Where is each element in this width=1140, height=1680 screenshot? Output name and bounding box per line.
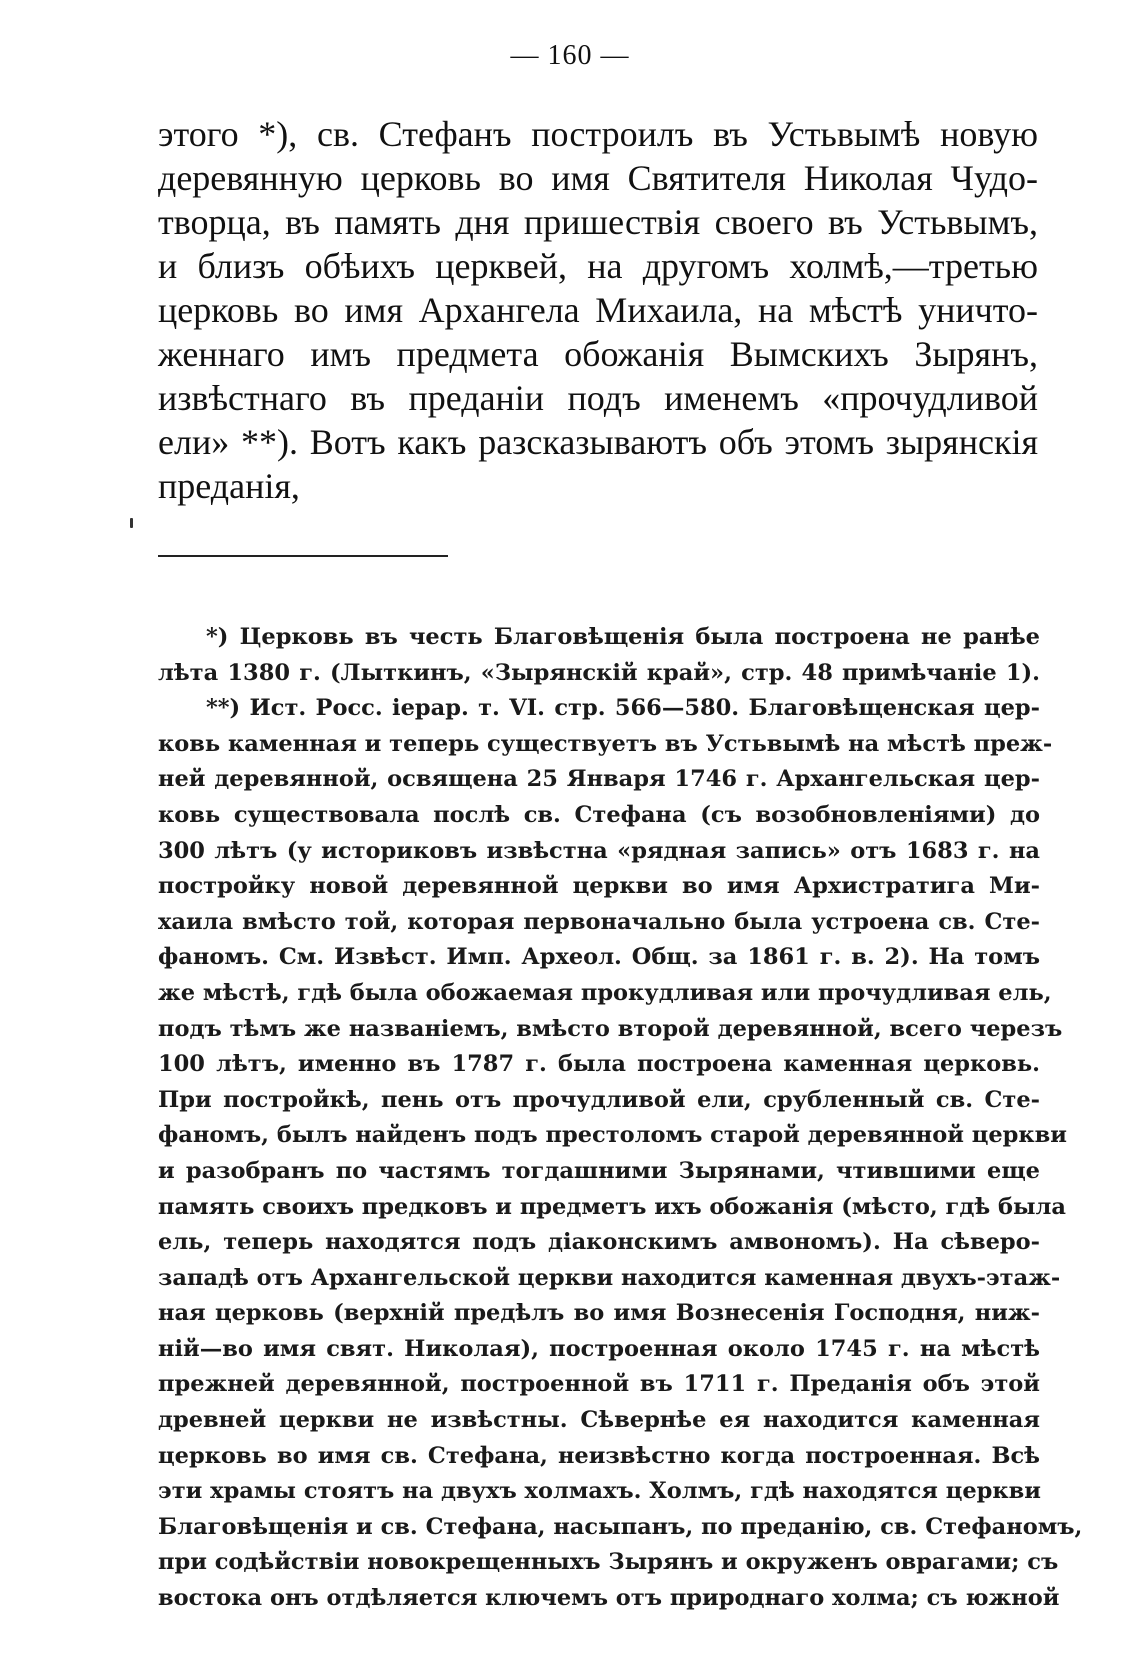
footnote-line: *) Церковь въ честь Благовѣщенія была построена не ранѣе	[206, 624, 1040, 650]
footnote-line: и разобранъ по частямъ тогдашними Зырянами, чтившими еще	[158, 1157, 1040, 1184]
footnote-line: фаномъ. См. Извѣст. Имп. Археол. Общ. за 1861 г. в. 2). На томъ	[158, 944, 1040, 971]
footnote-line: древней церкви не извѣстны. Сѣвернѣе ея находится каменная	[158, 1407, 1040, 1434]
footnote-line: эти храмы стоятъ на двухъ холмахъ. Холмъ, гдѣ находятся церкви	[158, 1478, 1041, 1505]
footnotes-block	[158, 620, 1083, 1617]
footnote-line: лѣта 1380 г. (Лыткинъ, «Зырянскій край», стр. 48 примѣчаніе 1).	[158, 659, 1040, 686]
footnote-line: ней деревянной, освящена 25 Января 1746 г. Архангельская цер-	[158, 766, 1040, 793]
main-text-line: деревянную церковь во имя Святителя Николая Чудо-	[158, 158, 1038, 198]
footnote-line: фаномъ, былъ найденъ подъ престоломъ старой деревянной церкви	[158, 1122, 1067, 1149]
footnote-line: подъ тѣмъ же названіемъ, вмѣсто второй деревянной, всего черезъ	[158, 1015, 1063, 1042]
footnote-line: прежней деревянной, построенной въ 1711 г. Преданія объ этой	[158, 1371, 1040, 1398]
footnote-line: церковь во имя св. Стефана, неизвѣстно когда построенная. Всѣ	[158, 1442, 1040, 1469]
main-text-line: и близъ обѣихъ церквей, на другомъ холмѣ,—третью	[158, 246, 1038, 286]
footnote-line: 100 лѣтъ, именно въ 1787 г. была построена каменная церковь.	[158, 1051, 1040, 1078]
main-text-line: этого *), св. Стефанъ построилъ въ Устьвымѣ новую	[158, 114, 1038, 154]
footnote-line: 300 лѣтъ (у историковъ извѣстна «рядная запись» отъ 1683 г. на	[158, 837, 1040, 864]
main-text-line: преданія,	[158, 466, 300, 506]
footnote-line: При постройкѣ, пень отъ прочудливой ели, срубленный св. Сте-	[158, 1086, 1040, 1113]
footnote-line: память своихъ предковъ и предметъ ихъ обожанія (мѣсто, гдѣ была	[158, 1193, 1066, 1220]
footnote-line: же мѣстѣ, гдѣ была обожаемая прокудливая или прочудливая ель,	[158, 979, 1052, 1006]
footnote-line: ель, теперь находятся подъ діаконскимъ амвономъ). На сѣверо-	[158, 1229, 1040, 1256]
stray-ink-mark	[130, 518, 133, 528]
footnote-line: **) Ист. Росс. iерар. т. VI. стр. 566—580. Благовѣщенская цер-	[206, 695, 1040, 722]
footnote-line: востока онъ отдѣляется ключемъ отъ природнаго холма; съ южной	[158, 1585, 1060, 1612]
footnote-line: хаила вмѣсто той, которая первоначально была устроена св. Сте-	[158, 908, 1040, 935]
footnote-line: ная церковь (верхній предѣлъ во имя Вознесенія Господня, ниж-	[158, 1300, 1040, 1327]
footnote-line: ковь существовала послѣ св. Стефана (съ возобновленіями) до	[158, 801, 1040, 828]
footnote-line: постройку новой деревянной церкви во имя Архистратига Ми-	[158, 873, 1040, 900]
footnote-line: Благовѣщенія и св. Стефана, насыпанъ, по преданію, св. Стефаномъ,	[158, 1513, 1083, 1540]
main-text-line: женнаго имъ предмета обожанія Вымскихъ Зырянъ,	[158, 334, 1038, 374]
footnote-line: при содѣйствіи новокрещенныхъ Зырянъ и окруженъ оврагами; съ	[158, 1549, 1059, 1576]
main-text-line: церковь во имя Архангела Михаила, на мѣстѣ уничто-	[158, 290, 1038, 330]
footnote-line: ній—во имя свят. Николая), построенная около 1745 г. на мѣстѣ	[158, 1335, 1040, 1362]
footnote-divider	[158, 555, 448, 557]
main-text-line: творца, въ память дня пришествія своего въ Устьвымъ,	[158, 202, 1038, 242]
main-text-line: извѣстнаго въ преданіи подъ именемъ «прочудливой	[158, 378, 1038, 418]
footnote-line: западѣ отъ Архангельской церкви находится каменная двухъ-этаж-	[158, 1264, 1061, 1291]
footnote-line: ковь каменная и теперь существуетъ въ Устьвымѣ на мѣстѣ преж-	[158, 730, 1053, 757]
main-text-block	[158, 112, 1038, 508]
page-number: — 160 —	[510, 40, 630, 71]
main-text-line: ели» **). Вотъ какъ разсказываютъ объ этомъ зырянскія	[158, 422, 1038, 462]
